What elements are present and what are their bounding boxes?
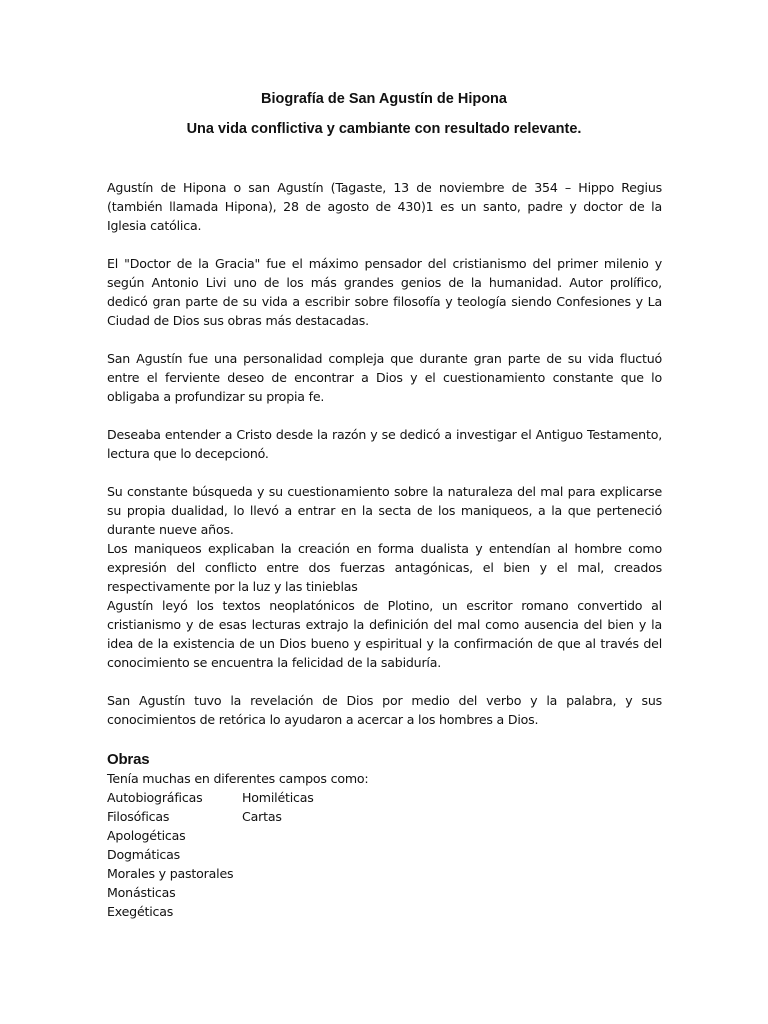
obras-item: Cartas — [242, 809, 282, 824]
paragraph-intro: Agustín de Hipona o san Agustín (Tagaste, 13 de noviembre de 354 – Hippo Regius (también llamada Hipona), 28 de agosto de 430)1 es un santo, padre y doctor de la Iglesia católica. — [107, 180, 662, 233]
obras-item — [242, 845, 442, 864]
paragraph-spacer — [107, 235, 662, 254]
paragraph-doctor-gracia: El "Doctor de la Gracia" fue el máximo pensador del cristianismo del primer milenio y según Antonio Livi uno de los más grandes genios de la humanidad. Autor prolífico, dedicó gran parte de su vida a escribir sobre filosofía y teología siendo Confesiones y La Ciudad de Dios sus obras más destacadas. — [107, 256, 662, 328]
paragraph-plotino: Agustín leyó los textos neoplatónicos de Plotino, un escritor romano convertido al cristianismo y de esas lecturas extrajo la definición del mal como ausencia del bien y la idea de la existencia de un Dios bueno y espiritual y la confirmación de que al través del conocimiento se encuentra la felicidad de la sabiduría. — [107, 598, 662, 670]
paragraph-personalidad: San Agustín fue una personalidad compleja que durante gran parte de su vida fluctuó entre el ferviente deseo de encontrar a Dios y el cuestionamiento constante que lo obligaba a profundizar su propia fe. — [107, 351, 662, 404]
obras-row — [107, 826, 662, 845]
paragraph-spacer — [107, 729, 662, 748]
document-body — [107, 178, 662, 921]
obras-item: Morales y pastorales — [107, 866, 234, 881]
obras-row — [107, 883, 662, 902]
paragraph-maniqueos-creacion: Los maniqueos explicaban la creación en forma dualista y entendían al hombre como expresión del conflicto entre dos fuerzas antagónicas, el bien y el mal, creados respectivamente por la luz y las tinieblas — [107, 541, 662, 594]
paragraph-spacer — [107, 406, 662, 425]
obras-item — [242, 902, 442, 921]
obras-intro: Tenía muchas en diferentes campos como: — [107, 771, 369, 786]
obras-row — [107, 788, 662, 807]
obras-row — [107, 902, 662, 921]
obras-item: Monásticas — [107, 885, 176, 900]
paragraph-spacer — [107, 330, 662, 349]
obras-item: Dogmáticas — [107, 847, 181, 862]
page-subtitle: Una vida conflictiva y cambiante con resultado relevante. — [186, 121, 582, 137]
obras-item — [242, 883, 442, 902]
obras-item — [242, 864, 442, 883]
obras-item: Autobiográficas — [107, 790, 203, 805]
obras-item: Filosóficas — [107, 809, 170, 824]
obras-list — [107, 788, 662, 921]
paragraph-antiguo-testamento: Deseaba entender a Cristo desde la razón y se dedicó a investigar el Antiguo Testamento, lectura que lo decepcionó. — [107, 427, 662, 461]
obras-item: Homiléticas — [242, 790, 314, 805]
obras-row — [107, 845, 662, 864]
obras-item: Apologéticas — [107, 828, 186, 843]
obras-heading: Obras — [107, 751, 150, 768]
paragraph-maniqueos-secta: Su constante búsqueda y su cuestionamiento sobre la naturaleza del mal para explicarse su propia dualidad, lo llevó a entrar en la secta de los maniqueos, a la que perteneció durante nueve años. — [107, 484, 662, 537]
paragraph-spacer — [107, 463, 662, 482]
obras-row — [107, 807, 662, 826]
obras-row — [107, 864, 662, 883]
obras-item: Exegéticas — [107, 904, 174, 919]
paragraph-revelacion: San Agustín tuvo la revelación de Dios por medio del verbo y la palabra, y sus conocimientos de retórica lo ayudaron a acercar a los hombres a Dios. — [107, 693, 662, 727]
obras-item — [242, 826, 442, 845]
paragraph-spacer — [107, 672, 662, 691]
page-title: Biografía de San Agustín de Hipona — [261, 91, 507, 107]
